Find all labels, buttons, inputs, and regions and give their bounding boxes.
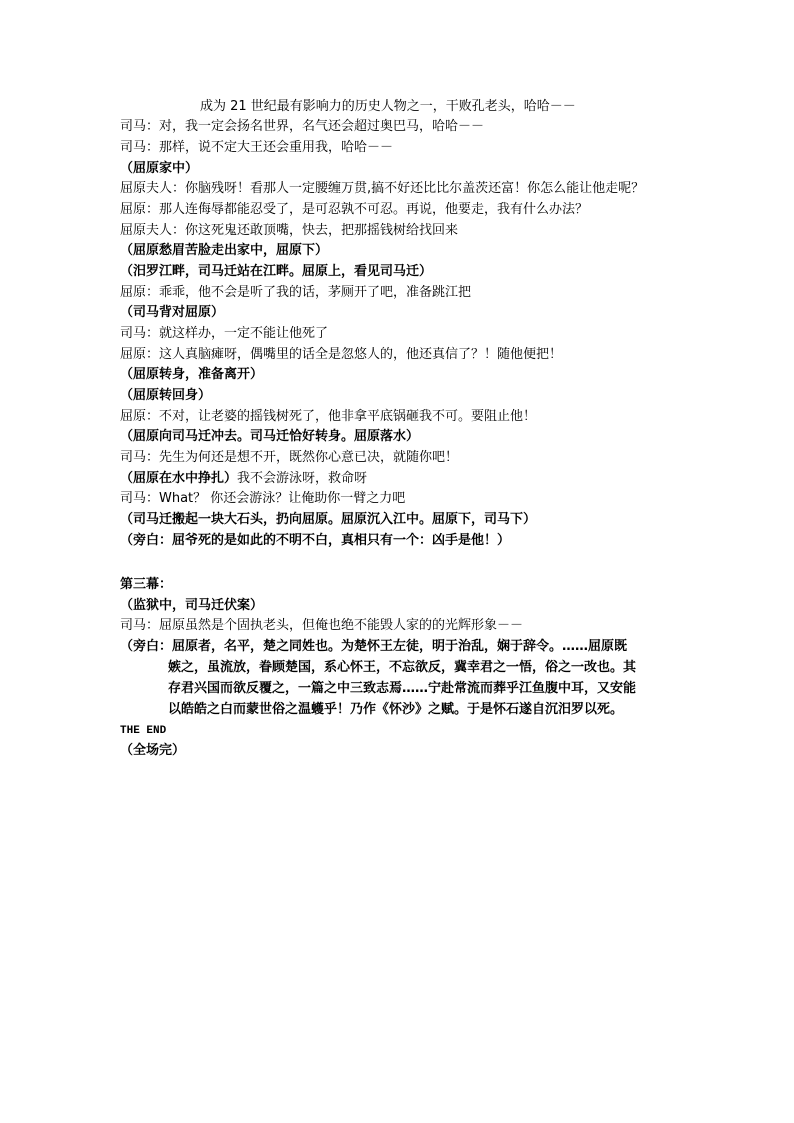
stage-direction: （屈原向司马迁冲去。司马迁恰好转身。屈原落水） bbox=[120, 429, 420, 444]
dialogue-line: 屈原：那人连侮辱都能忍受了，是可忍孰不可忍。再说，他要走，我有什么办法？ bbox=[120, 202, 589, 217]
narration-line: （旁白：屈原者，名平，楚之同姓也。为楚怀王左徒，明于治乱，娴于辞令。……屈原既 bbox=[120, 639, 628, 654]
text-line: 成为 21 世纪最有影响力的历史人物之一，干败孔老头，哈哈－－ bbox=[200, 99, 576, 114]
dialogue-line: 屈原夫人：你这死鬼还敢顶嘴，快去，把那摇钱树给找回来 bbox=[120, 223, 459, 238]
stage-direction: （屈原转回身） bbox=[120, 388, 212, 403]
stage-direction: （司马迁搬起一块大石头，扔向屈原。屈原沉入江中。屈原下，司马下） bbox=[120, 512, 537, 527]
dialogue-line: 司马：屈原虽然是个固执老头，但俺也绝不能毁人家的的光辉形象－－ bbox=[120, 618, 524, 633]
stage-direction: （屈原转身，准备离开） bbox=[120, 367, 264, 382]
dialogue-line: 屈原：这人真脑瘫呀，偶嘴里的话全是忽悠人的，他还真信了？！随他便把！ bbox=[120, 347, 563, 362]
dialogue-line: 司马：对，我一定会扬名世界，名气还会超过奥巴马，哈哈－－ bbox=[120, 119, 485, 134]
stage-direction: （屈原愁眉苦脸走出家中，屈原下） bbox=[120, 243, 329, 258]
stage-direction: （监狱中，司马迁伏案） bbox=[120, 598, 264, 613]
mixed-line bbox=[120, 469, 680, 489]
act-heading: 第三幕： bbox=[120, 577, 173, 592]
stage-direction: （司马背对屈原） bbox=[120, 305, 225, 320]
stage-direction: （汨罗江畔，司马迁站在江畔。屈原上，看见司马迁） bbox=[120, 264, 433, 279]
stage-direction: （屈原在水中挣扎） bbox=[120, 471, 238, 486]
dialogue-line: 司马：那样，说不定大王还会重用我，哈哈－－ bbox=[120, 140, 394, 155]
the-end-label: THE END bbox=[120, 725, 167, 737]
narration-line: 嫉之，虽流放，眷顾楚国，系心怀王，不忘欲反，冀幸君之一悟，俗之一改也。其 bbox=[168, 660, 637, 675]
narration-line: （旁白：屈爷死的是如此的不明不白，真相只有一个：凶手是他！） bbox=[120, 533, 511, 548]
dialogue-line: 司马：就这样办，一定不能让他死了 bbox=[120, 326, 329, 341]
dialogue-text: 我不会游泳呀，救命呀 bbox=[237, 471, 368, 486]
dialogue-line: 司马：What？ 你还会游泳？让俺助你一臂之力吧 bbox=[120, 491, 406, 506]
dialogue-line: 屈原夫人：你脑残呀！看那人一定腰缠万贯,搞不好还比比尔盖茨还富！你怎么能让他走呢？ bbox=[120, 181, 645, 196]
narration-line: 以皓皓之白而蒙世俗之温蠖乎！乃作《怀沙》之赋。于是怀石遂自沉汨罗以死。 bbox=[168, 702, 624, 717]
dialogue-line: 司马：先生为何还是想不开，既然你心意已决，就随你吧！ bbox=[120, 450, 459, 465]
narration-line: 存君兴国而欲反覆之，一篇之中三致志焉……宁赴常流而葬乎江鱼腹中耳，又安能 bbox=[168, 681, 637, 696]
stage-direction: （屈原家中） bbox=[120, 161, 199, 176]
dialogue-line: 屈原：乖乖，他不会是听了我的话，茅厕开了吧，准备跳江把 bbox=[120, 285, 472, 300]
dialogue-line: 屈原：不对，让老婆的摇钱树死了，他非拿平底锅砸我不可。要阻止他！ bbox=[120, 409, 537, 424]
ending-note: （全场完） bbox=[120, 743, 186, 758]
